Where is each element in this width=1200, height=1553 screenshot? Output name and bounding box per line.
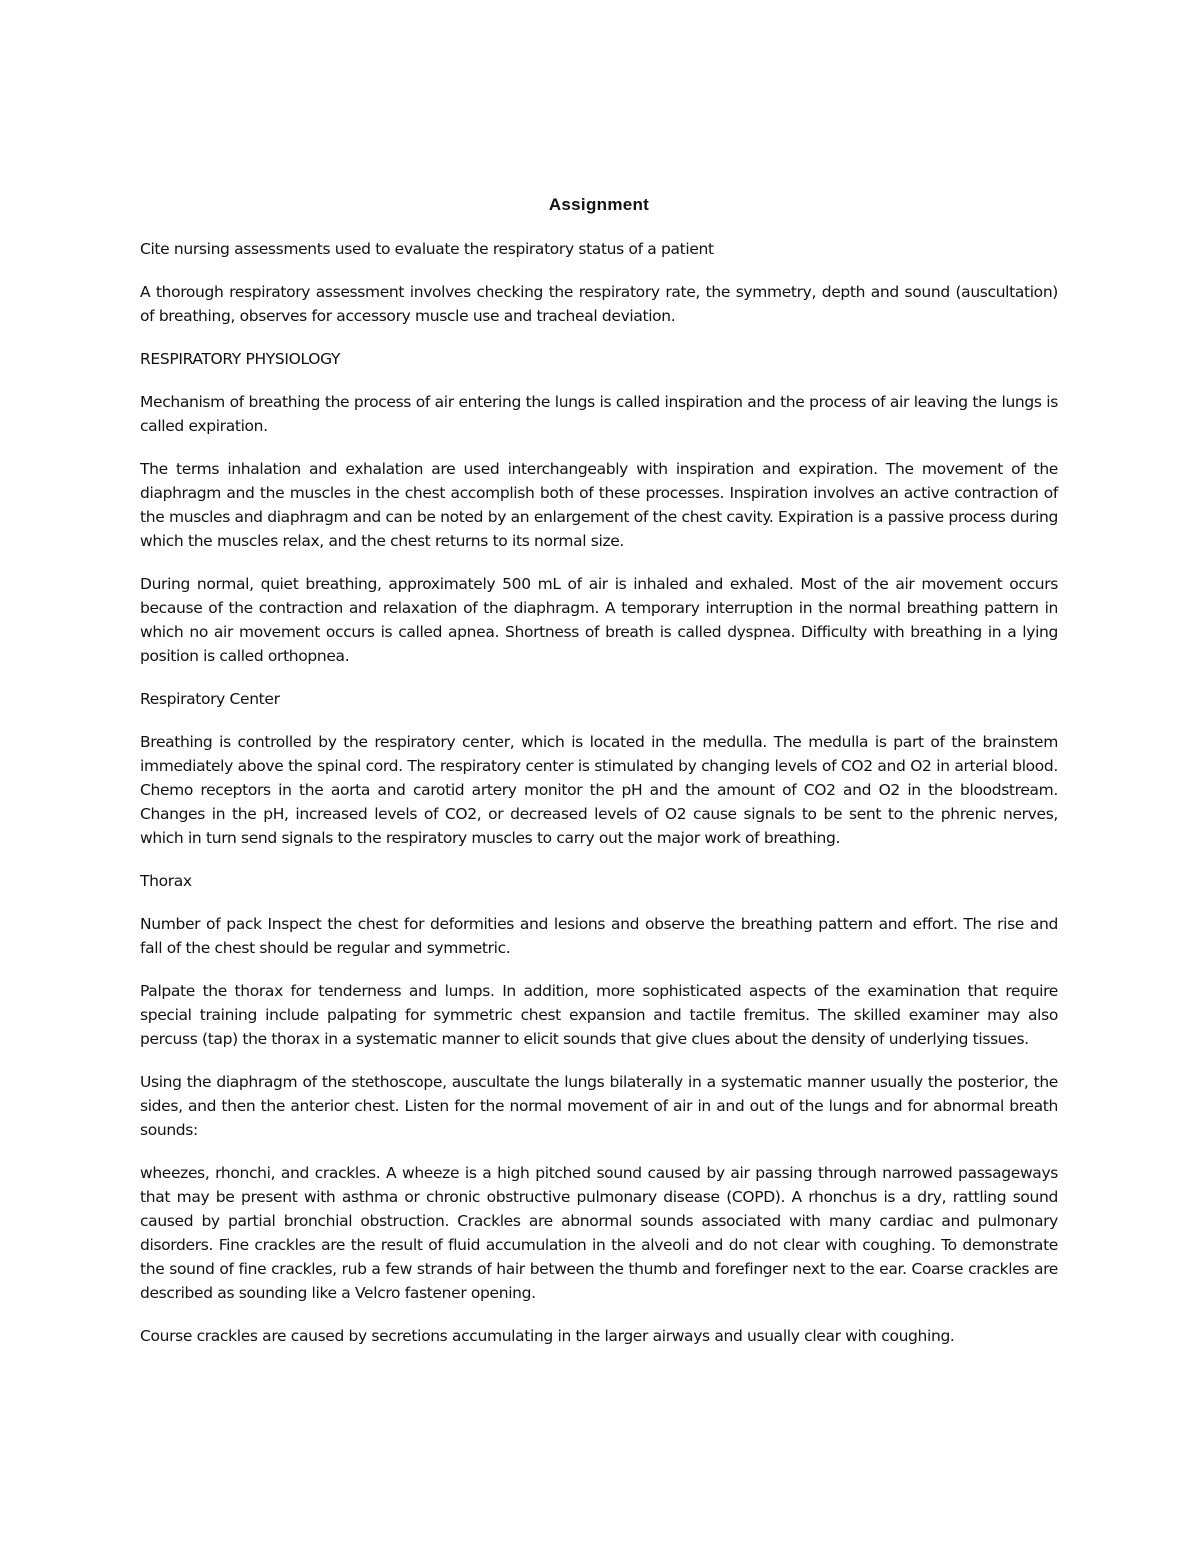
paragraph-auscultation: Using the diaphragm of the stethoscope, auscultate the lungs bilaterally in a systematic manner usually the posterior, the sides, and then the anterior chest. Listen for the normal movement of air in and out of the lungs and for abnormal breath sounds:: [140, 1073, 1058, 1139]
paragraph-mechanism-of-breathing: Mechanism of breathing the process of air entering the lungs is called inspiration and the process of air leaving the lungs is called expiration.: [140, 393, 1058, 435]
paragraph-normal-breathing: During normal, quiet breathing, approximately 500 mL of air is inhaled and exhaled. Most of the air movement occurs because of the contraction and relaxation of the diaphragm. A temporary interruption in the normal breathing pattern in which no air movement occurs is called apnea. Shortness of breath is called dyspnea. Difficulty with breathing in a lying position is called orthopnea.: [140, 575, 1058, 665]
paragraph-respiratory-assessment: A thorough respiratory assessment involves checking the respiratory rate, the symmetry, depth and sound (auscultation) of breathing, observes for accessory muscle use and tracheal deviation.: [140, 283, 1058, 325]
heading-thorax: Thorax: [140, 872, 192, 890]
paragraph-inhalation-exhalation: The terms inhalation and exhalation are used interchangeably with inspiration and expiration. The movement of the diaphragm and the muscles in the chest accomplish both of these processes. Inspiration involves an active contraction of the muscles and diaphragm and can be noted by an enlargement of the chest cavity. Expiration is a passive process during which the muscles relax, and the chest returns to its normal size.: [140, 460, 1058, 550]
paragraph-respiratory-center: Breathing is controlled by the respiratory center, which is located in the medulla. The medulla is part of the brainstem immediately above the spinal cord. The respiratory center is stimulated by changing levels of CO2 and O2 in arterial blood. Chemo receptors in the aorta and carotid artery monitor the pH and the amount of CO2 and O2 in the bloodstream. Changes in the pH, increased levels of CO2, or decreased levels of O2 cause signals to be sent to the phrenic nerves, which in turn send signals to the respiratory muscles to carry out the major work of breathing.: [140, 733, 1058, 847]
heading-respiratory-center: Respiratory Center: [140, 690, 280, 708]
question-prompt: Cite nursing assessments used to evaluate the respiratory status of a patient: [140, 240, 714, 258]
paragraph-course-crackles: Course crackles are caused by secretions accumulating in the larger airways and usually clear with coughing.: [140, 1327, 955, 1345]
heading-respiratory-physiology: RESPIRATORY PHYSIOLOGY: [140, 350, 341, 368]
paragraph-inspect-chest: Number of pack Inspect the chest for deformities and lesions and observe the breathing pattern and effort. The rise and fall of the chest should be regular and symmetric.: [140, 915, 1058, 957]
document-body: [140, 193, 1058, 1367]
paragraph-palpate-thorax: Palpate the thorax for tenderness and lumps. In addition, more sophisticated aspects of the examination that require special training include palpating for symmetric chest expansion and tactile fremitus. The skilled examiner may also percuss (tap) the thorax in a systematic manner to elicit sounds that give clues about the density of underlying tissues.: [140, 982, 1058, 1048]
paragraph-breath-sounds: wheezes, rhonchi, and crackles. A wheeze is a high pitched sound caused by air passing through narrowed passageways that may be present with asthma or chronic obstructive pulmonary disease (COPD). A rhonchus is a dry, rattling sound caused by partial bronchial obstruction. Crackles are abnormal sounds associated with many cardiac and pulmonary disorders. Fine crackles are the result of fluid accumulation in the alveoli and do not clear with coughing. To demonstrate the sound of fine crackles, rub a few strands of hair between the thumb and forefinger next to the ear. Coarse crackles are described as sounding like a Velcro fastener opening.: [140, 1164, 1058, 1302]
page-title: Assignment: [548, 195, 650, 214]
